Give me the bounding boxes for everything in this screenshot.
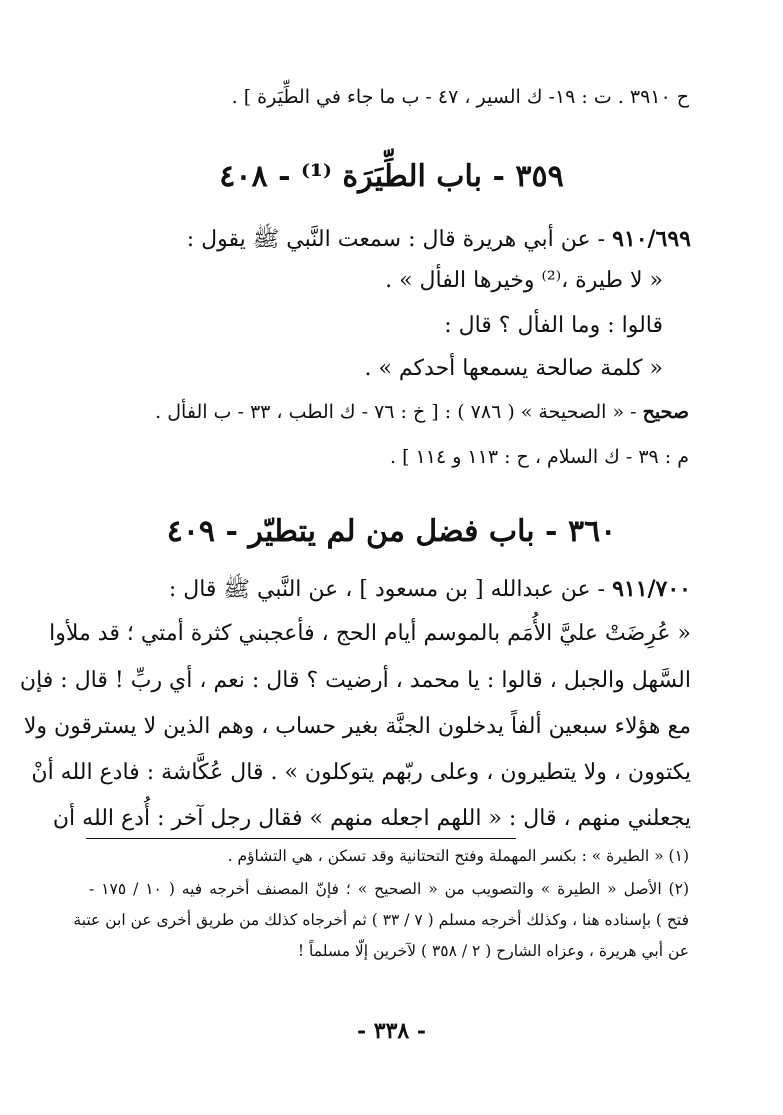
footnote-1: (١) « الطيرة » : بكسر المهملة وفتح التحتانية وقد تسكن ، هي التشاؤم . — [227, 847, 689, 865]
hadith-699-grade-cont: م : ٣٩ - ك السلام ، ح : ١١٣ و ١١٤ ] . — [390, 446, 689, 468]
hadith-699-question: قالوا : وما الفأل ؟ قال : — [444, 313, 663, 338]
hadith-700-intro — [169, 578, 691, 601]
footnote-2-line2: فتح ) بإسناده هنا ، وكذلك أخرجه مسلم ( ٧ / ٣٣ ) ثم أخرجاه كذلك من طريق أخرى عن ابن عتبة — [73, 911, 689, 929]
page-number: - ٣٣٨ - — [356, 1018, 427, 1044]
header-reference: ح ٣٩١٠ . ت : ١٩- ك السير ، ٤٧ - ب ما جاء في الطِّيَرة ] . — [231, 86, 689, 108]
hadith-700-line3: مع هؤلاء سبعين ألفاً يدخلون الجنَّة بغير حساب ، وهم الذين لا يسترقون ولا — [23, 714, 691, 739]
grade-reference: - « الصحيحة » ( ٧٨٦ ) : [ خ : ٧٦ - ك الطب ، ٣٣ - ب الفأل . — [155, 401, 643, 423]
footnote-2-line3: عن أبي هريرة ، وعزاه الشارح ( ٢ / ٣٥٨ ) لآخرين إلّا مسلماً ! — [297, 942, 689, 960]
chapter-heading-360: ٣٦٠ - باب فضل من لم يتطيّر - ٤٠٩ — [166, 514, 617, 549]
hadith-699-quote2: « كلمة صالحة يسمعها أحدكم » . — [364, 356, 663, 381]
hadith-intro-text: - عن أبي هريرة قال : سمعت النَّبي ﷺ يقول : — [186, 227, 613, 252]
footnote-separator — [86, 838, 516, 839]
hadith-700-line4: يكتوون ، ولا يتطيرون ، وعلى ربّهم يتوكلون » . قال عُكَّاشة : فادع الله أنْ — [31, 760, 691, 785]
hadith-699-quote1: « لا طيرة ،⁽²⁾ وخيرها الفأل » . — [385, 268, 663, 293]
hadith-intro-text: - عن عبدالله [ بن مسعود ] ، عن النَّبي ﷺ قال : — [168, 577, 613, 602]
hadith-699-grade — [155, 403, 689, 422]
hadith-number: ٩١٠/٦٩٩ — [612, 226, 691, 252]
chapter-heading-359: ٣٥٩ - باب الطِّيَرَة ⁽¹⁾ - ٤٠٨ — [219, 159, 564, 194]
hadith-700-line1: « عُرِضَتْ عليَّ الأُمَم بالموسم أيام الحج ، فأعجبني كثرة أمتي ؛ قد ملأوا — [49, 621, 691, 646]
grade-label: صحيح — [642, 401, 689, 423]
footnote-2-line1: (٢) الأصل « الطيرة » والتصويب من « الصحيح » ؛ فإنّ المصنف أخرجه فيه ( ١٠ / ١٧٥ - — [89, 880, 689, 898]
hadith-700-line2: السَّهل والجبل ، قالوا : يا محمد ، أرضيت ؟ قال : نعم ، أي ربِّ ! قال : فإن — [19, 668, 691, 693]
hadith-700-line5: يجعلني منهم ، قال : « اللهم اجعله منهم » فقال رجل آخر : أُدع الله أن — [52, 806, 691, 831]
hadith-number: ٩١١/٧٠٠ — [612, 576, 691, 602]
hadith-699-intro — [187, 228, 691, 251]
